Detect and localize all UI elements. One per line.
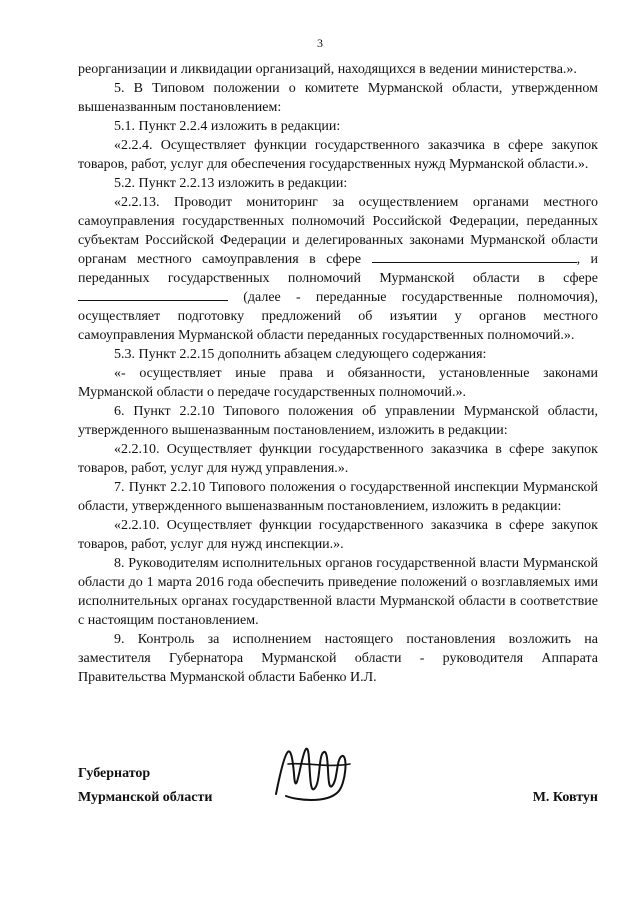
paragraph: 6. Пункт 2.2.10 Типового положения об управлении Мурманской области, утвержденного вышеназванным постановлением, изложить в редакции: xyxy=(78,404,598,438)
paragraph-with-blanks xyxy=(78,193,598,345)
paragraph: 5.2. Пункт 2.2.13 изложить в редакции: xyxy=(114,176,348,191)
paragraph: 5. В Типовом положении о комитете Мурманской области, утвержденном вышеназванным постановлением: xyxy=(78,81,598,115)
blank-line xyxy=(372,250,577,263)
page-number: 3 xyxy=(317,36,323,50)
blank-line xyxy=(78,288,228,301)
document-body xyxy=(78,60,598,687)
signature-block xyxy=(78,762,598,810)
paragraph: 5.3. Пункт 2.2.15 дополнить абзацем следующего содержания: xyxy=(114,347,487,362)
paragraph: «2.2.10. Осуществляет функции государственного заказчика в сфере закупок товаров, работ, услуг для нужд инспекции.». xyxy=(78,518,598,552)
handwritten-signature xyxy=(266,734,356,814)
signer-region: Мурманской области xyxy=(78,790,213,805)
paragraph: «- осуществляет иные права и обязанности, установленные законами Мурманской области о передаче государственных полномочий.». xyxy=(78,366,598,400)
paragraph: 5.1. Пункт 2.2.4 изложить в редакции: xyxy=(114,119,341,134)
signer-title: Губернатор xyxy=(78,766,151,781)
paragraph: 8. Руководителям исполнительных органов государственной власти Мурманской области до 1 марта 2016 года обеспечить приведение положений о возглавляемых ими исполнительных органах государственной власти Мурманской области в соответствие с настоящим постановлением. xyxy=(78,556,598,628)
paragraph: 9. Контроль за исполнением настоящего постановления возложить на заместителя Губернатора Мурманской области - руководителя Аппарата Правительства Мурманской области Бабенко И.Л. xyxy=(78,632,598,685)
paragraph: «2.2.10. Осуществляет функции государственного заказчика в сфере закупок товаров, работ, услуг для нужд управления.». xyxy=(78,442,598,476)
paragraph: 7. Пункт 2.2.10 Типового положения о государственной инспекции Мурманской области, утвержденного вышеназванным постановлением, изложить в редакции: xyxy=(78,480,598,514)
paragraph: «2.2.4. Осуществляет функции государственного заказчика в сфере закупок товаров, работ, услуг для обеспечения государственных нужд Мурманской области.». xyxy=(78,138,598,172)
paragraph-text: , и переданных государственных полномочий Мурманской области в сфере xyxy=(78,252,598,286)
paragraph-text: (далее - переданные государственные полномочия), осуществляет подготовку предложений об изъятии у органов местного самоуправления Мурманской области переданных государственных полномочий.». xyxy=(78,290,599,343)
signer-name: М. Ковтун xyxy=(532,790,598,805)
paragraph-text: «2.2.13. Проводит мониторинг за осуществлением органами местного самоуправления государственных полномочий Российской Федерации, переданных субъектам Российской Федерации и делегированных законами Мурманской области органам местного самоуправления в сфере xyxy=(78,195,598,267)
paragraph: реорганизации и ликвидации организаций, находящихся в ведении министерства.». xyxy=(78,62,577,77)
